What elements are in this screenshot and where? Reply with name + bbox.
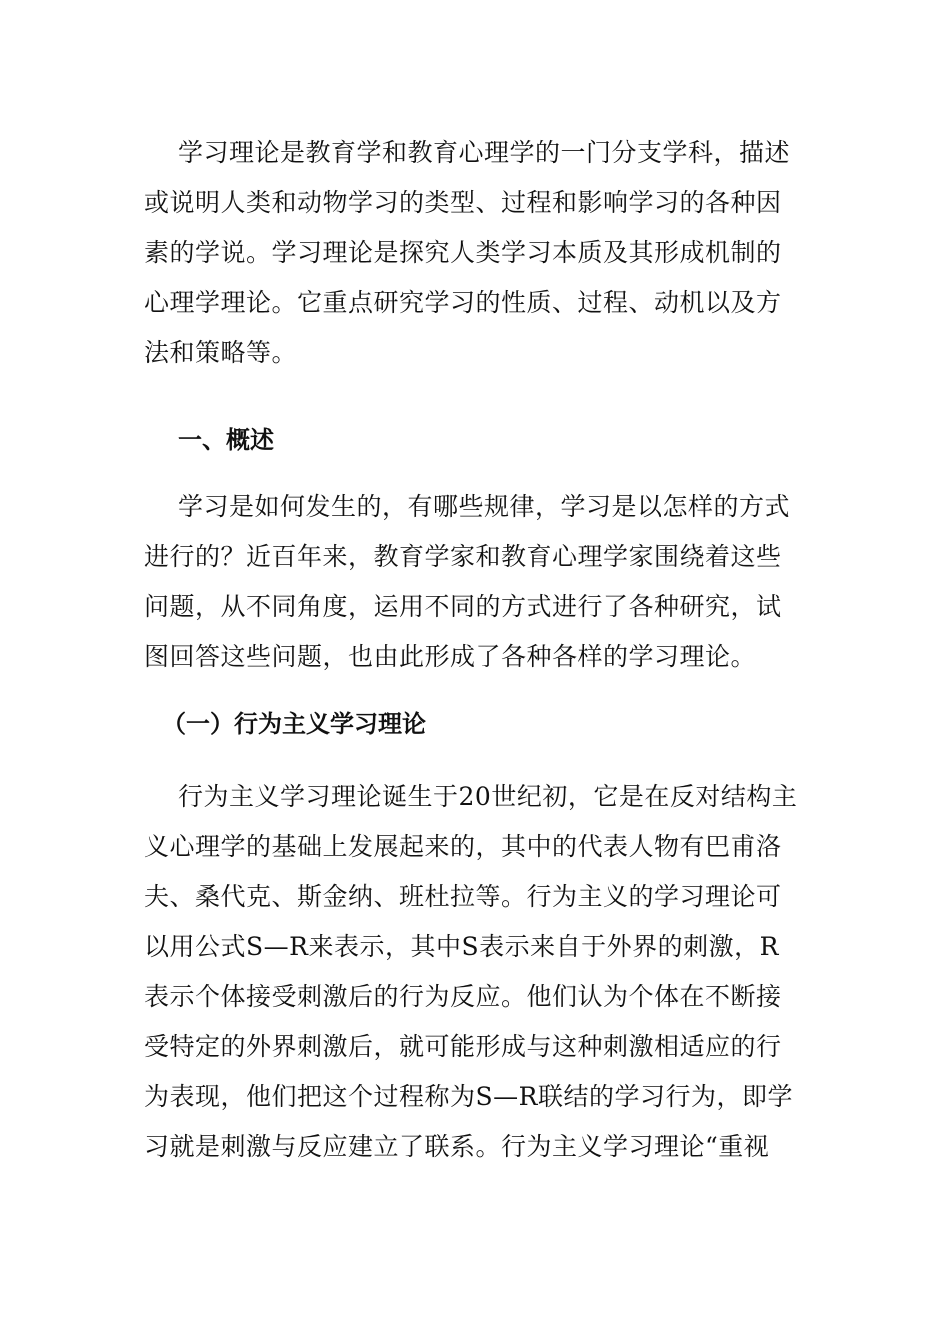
paragraph-line: 以用公式S—R来表示，其中S表示来自于外界的刺激，R xyxy=(144,932,779,961)
paragraph-line: 法和策略等。 xyxy=(144,338,298,367)
paragraph-line: 夫、桑代克、斯金纳、班杜拉等。行为主义的学习理论可 xyxy=(144,882,782,911)
intro-paragraph xyxy=(144,128,810,378)
paragraph-line: 心理学理论。它重点研究学习的性质、过程、动机以及方 xyxy=(144,288,782,317)
paragraph-line: 问题，从不同角度，运用不同的方式进行了各种研究，试 xyxy=(144,592,782,621)
paragraph-line: 图回答这些问题，也由此形成了各种各样的学习理论。 xyxy=(144,642,757,671)
paragraph-line: 为表现，他们把这个过程称为S—R联结的学习行为，即学 xyxy=(144,1082,793,1111)
paragraph-line: 行为主义学习理论诞生于20世纪初，它是在反对结构主 xyxy=(178,782,798,811)
section-heading-behaviorism: （一）行为主义学习理论 xyxy=(162,710,426,738)
paragraph-line: 受特定的外界刺激后，就可能形成与这种刺激相适应的行 xyxy=(144,1032,782,1061)
paragraph-line: 学习是如何发生的，有哪些规律，学习是以怎样的方式 xyxy=(178,492,791,521)
paragraph-line: 义心理学的基础上发展起来的，其中的代表人物有巴甫洛 xyxy=(144,832,782,861)
paragraph-line: 进行的？近百年来，教育学家和教育心理学家围绕着这些 xyxy=(144,542,782,571)
paragraph-line: 表示个体接受刺激后的行为反应。他们认为个体在不断接 xyxy=(144,982,782,1011)
paragraph-line: 或说明人类和动物学习的类型、过程和影响学习的各种因 xyxy=(144,188,782,217)
paragraph-line: 素的学说。学习理论是探究人类学习本质及其形成机制的 xyxy=(144,238,782,267)
paragraph-line: 习就是刺激与反应建立了联系。行为主义学习理论“重视 xyxy=(144,1132,770,1161)
section-heading-overview: 一、概述 xyxy=(178,426,274,454)
overview-paragraph xyxy=(144,482,810,682)
paragraph-line: 学习理论是教育学和教育心理学的一门分支学科，描述 xyxy=(178,138,791,167)
behaviorism-paragraph xyxy=(144,772,810,1172)
